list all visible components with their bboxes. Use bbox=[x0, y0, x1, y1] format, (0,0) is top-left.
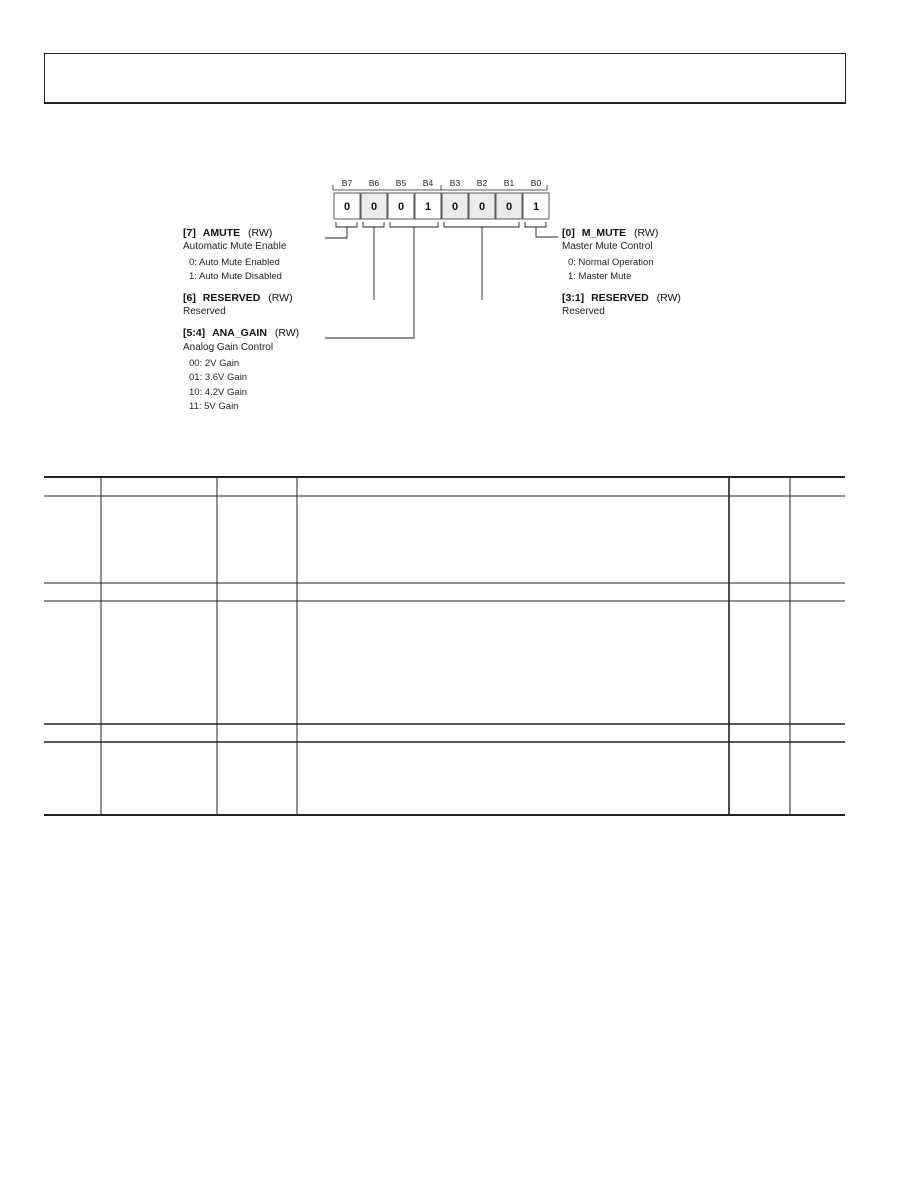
field-m-mute-name: M_MUTE bbox=[581, 227, 627, 239]
field-amute-access: (RW) bbox=[248, 227, 273, 239]
field-ana-gain-option-2: 10: 4.2V Gain bbox=[189, 387, 248, 398]
bit-value-7: 0 bbox=[343, 201, 351, 213]
field-ana-gain-bits: [5:4] bbox=[183, 327, 206, 339]
bit-label-6: B6 bbox=[368, 178, 380, 188]
bracket-bits3-1 bbox=[444, 222, 519, 227]
bit-label-1: B1 bbox=[503, 178, 515, 188]
bracket-bit7 bbox=[336, 222, 357, 227]
field-reserved6-name: RESERVED bbox=[202, 292, 261, 304]
field-amute bbox=[183, 227, 287, 282]
bit-value-1: 0 bbox=[505, 201, 513, 213]
field-amute-option-0: 0: Auto Mute Enabled bbox=[189, 257, 280, 268]
bit-label-3: B3 bbox=[449, 178, 461, 188]
register-bit-diagram bbox=[0, 0, 918, 470]
bit-header bbox=[333, 185, 547, 190]
field-reserved6-bits: [6] bbox=[183, 292, 196, 304]
bit-value-4: 1 bbox=[424, 201, 432, 213]
bit-values bbox=[344, 201, 539, 213]
field-ana-gain-access: (RW) bbox=[274, 327, 300, 339]
svg-text:[3:1] RESERVED (RW bbox=[562, 292, 681, 304]
field-amute-name: AMUTE bbox=[202, 227, 241, 239]
field-ana-gain-option-0: 00: 2V Gain bbox=[189, 358, 240, 369]
bit-label-7: B7 bbox=[341, 178, 353, 188]
bit-label-5: B5 bbox=[395, 178, 407, 188]
field-ana-gain-option-3: 11: 5V Gain bbox=[189, 401, 239, 412]
bit-labels bbox=[342, 178, 542, 188]
field-m-mute-bits: [0] bbox=[562, 227, 575, 239]
field-reserved31-description: Reserved bbox=[562, 306, 605, 317]
field-amute-option-1: 1: Auto Mute Disabled bbox=[189, 271, 282, 282]
bit-value-2: 0 bbox=[478, 201, 486, 213]
leader-amute bbox=[325, 227, 347, 238]
field-reserved31-access: (RW) bbox=[656, 292, 681, 304]
field-amute-description: Automatic Mute Enable bbox=[183, 241, 287, 252]
field-ana-gain bbox=[183, 327, 299, 412]
field-m-mute-description: Master Mute Control bbox=[562, 241, 653, 252]
register-field-table bbox=[44, 476, 846, 818]
field-reserved31 bbox=[562, 292, 681, 317]
leader-ana-gain bbox=[325, 227, 414, 338]
field-m-mute-option-1: 1: Master Mute bbox=[568, 271, 632, 282]
bracket-bit6 bbox=[363, 222, 384, 227]
field-m-mute bbox=[562, 227, 658, 282]
field-ana-gain-description: Analog Gain Control bbox=[183, 342, 274, 353]
bit-value-6: 0 bbox=[370, 201, 378, 213]
bit-label-2: B2 bbox=[476, 178, 488, 188]
bit-label-0: B0 bbox=[530, 178, 542, 188]
bit-value-0: 1 bbox=[532, 201, 540, 213]
bit-value-3: 0 bbox=[451, 201, 459, 213]
field-ana-gain-name: ANA_GAIN bbox=[212, 327, 267, 339]
svg-text:[0] M_MUTE (RW) bbox=[562, 227, 658, 239]
field-ana-gain-option-1: 01: 3.6V Gain bbox=[189, 372, 248, 383]
field-reserved31-name: RESERVED bbox=[591, 292, 649, 304]
field-connectors bbox=[325, 222, 558, 338]
bit-label-4: B4 bbox=[422, 178, 434, 188]
field-amute-bits: [7] bbox=[183, 227, 196, 239]
field-reserved31-bits: [3:1] bbox=[562, 292, 585, 304]
field-m-mute-option-0: 0: Normal Operation bbox=[568, 257, 654, 268]
field-m-mute-access: (RW) bbox=[634, 227, 659, 239]
leader-m-mute bbox=[536, 227, 558, 237]
field-reserved6-access: (RW) bbox=[268, 292, 293, 304]
svg-text:[5:4] ANA_GAIN (RW bbox=[183, 327, 299, 339]
bit-cells bbox=[334, 193, 549, 219]
bracket-bits5-4 bbox=[390, 222, 438, 227]
bracket-bit0 bbox=[525, 222, 546, 227]
svg-text:[7] AMUTE (RW) bbox=[183, 227, 272, 239]
svg-text:[6] RESERVED (RW) bbox=[183, 292, 293, 304]
bit-value-5: 0 bbox=[397, 201, 405, 213]
field-reserved6 bbox=[183, 292, 293, 317]
field-reserved6-description: Reserved bbox=[183, 306, 226, 317]
